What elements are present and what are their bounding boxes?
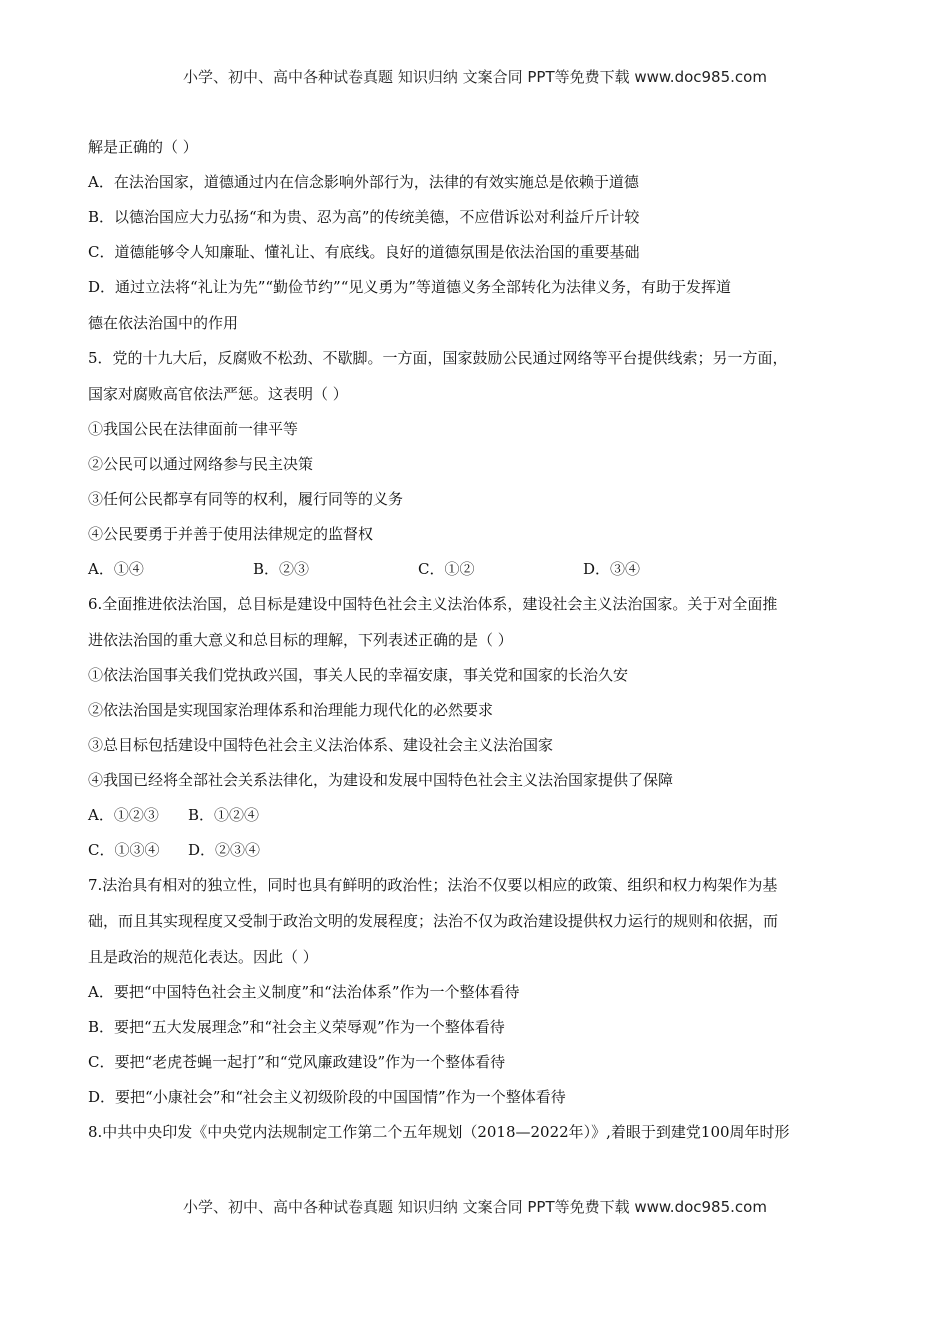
q6-statement-2: ②依法治国是实现国家治理体系和治理能力现代化的必然要求 — [88, 701, 494, 719]
document-body — [88, 137, 868, 1157]
q4-stem-tail: 解是正确的（ ） — [88, 138, 198, 156]
q5-statement-4: ④公民要勇于并善于使用法律规定的监督权 — [88, 525, 374, 543]
q7-option-c: C．要把“老虎苍蝇一起打”和“党风廉政建设”作为一个整体看待 — [88, 1053, 506, 1071]
q5-stem-line1: 5．党的十九大后，反腐败不松劲、不歇脚。一方面，国家鼓励公民通过网络等平台提供线索；另一方面， — [88, 349, 788, 367]
q7-stem-line3: 且是政治的规范化表达。因此（ ） — [88, 948, 318, 966]
q6-option-c: C．①③④ — [88, 841, 160, 859]
q5-statement-3: ③任何公民都享有同等的权利，履行同等的义务 — [88, 490, 404, 508]
page-header: 小学、初中、高中各种试卷真题 知识归纳 文案合同 PPT等免费下载 www.doc985.com — [183, 68, 767, 86]
q5-statement-2: ②公民可以通过网络参与民主决策 — [88, 455, 314, 473]
q5-option-a: A．①④ — [88, 560, 144, 578]
q4-option-d-line2: 德在依法治国中的作用 — [88, 314, 239, 332]
q6-stem-line1: 6.全面推进依法治国，总目标是建设中国特色社会主义法治体系，建设社会主义法治国家。关于对全面推 — [88, 595, 778, 613]
q7-option-a: A．要把“中国特色社会主义制度”和“法治体系”作为一个整体看待 — [88, 983, 520, 1001]
q4-option-a: A．在法治国家，道德通过内在信念影响外部行为，法律的有效实施总是依赖于道德 — [88, 173, 639, 191]
q5-option-c: C．①② — [418, 560, 475, 578]
q5-stem-line2: 国家对腐败高官依法严惩。这表明（ ） — [88, 385, 348, 403]
q6-stem-line2: 进依法治国的重大意义和总目标的理解，下列表述正确的是（ ） — [88, 631, 513, 649]
q5-option-d: D．③④ — [583, 560, 641, 578]
q6-options-row2 — [88, 840, 868, 860]
q7-option-d: D．要把“小康社会”和“社会主义初级阶段的中国国情”作为一个整体看待 — [88, 1088, 566, 1106]
q7-stem-line1: 7.法治具有相对的独立性，同时也具有鲜明的政治性；法治不仅要以相应的政策、组织和权力构架作为基 — [88, 876, 778, 894]
q4-option-c: C．道德能够令人知廉耻、懂礼让、有底线。良好的道德氛围是依法治国的重要基础 — [88, 243, 640, 261]
q6-statement-1: ①依法治国事关我们党执政兴国，事关人民的幸福安康，事关党和国家的长治久安 — [88, 666, 629, 684]
q7-stem-line2: 础，而且其实现程度又受制于政治文明的发展程度；法治不仅为政治建设提供权力运行的规则和依据，而 — [88, 912, 779, 930]
q7-option-b: B．要把“五大发展理念”和“社会主义荣辱观”作为一个整体看待 — [88, 1018, 505, 1036]
q5-options — [88, 559, 868, 579]
q5-statement-1: ①我国公民在法律面前一律平等 — [88, 420, 299, 438]
q6-option-b: B．①②④ — [188, 806, 260, 824]
q6-option-a: A．①②③ — [88, 806, 159, 824]
q6-statement-3: ③总目标包括建设中国特色社会主义法治体系、建设社会主义法治国家 — [88, 736, 554, 754]
q4-option-d-line1: D．通过立法将“礼让为先”“勤俭节约”“见义勇为”等道德义务全部转化为法律义务，有助于发挥道 — [88, 278, 732, 296]
q5-option-b: B．②③ — [253, 560, 310, 578]
page-footer: 小学、初中、高中各种试卷真题 知识归纳 文案合同 PPT等免费下载 www.doc985.com — [183, 1198, 767, 1216]
q6-statement-4: ④我国已经将全部社会关系法律化，为建设和发展中国特色社会主义法治国家提供了保障 — [88, 771, 674, 789]
q6-option-d: D．②③④ — [188, 841, 261, 859]
q6-options-row1 — [88, 805, 868, 825]
q8-stem-line1: 8.中共中央印发《中央党内法规制定工作第二个五年规划（2018—2022年）》,着眼于到建党100周年时形 — [88, 1123, 790, 1141]
q4-option-b: B．以德治国应大力弘扬“和为贵、忍为高”的传统美德，不应借诉讼对利益斤斤计较 — [88, 208, 640, 226]
